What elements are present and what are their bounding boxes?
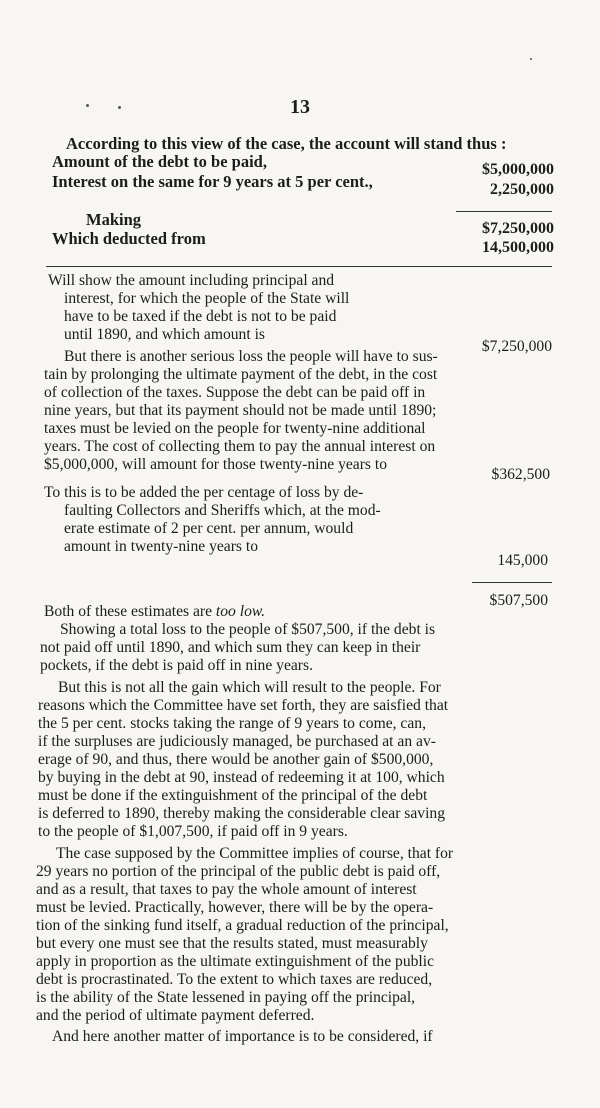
section-rule xyxy=(46,266,552,267)
paragraph-line: by buying in the debt at 90, instead of redeeming it at 100, which xyxy=(38,769,445,786)
account-intro: According to this view of the case, the account will stand thus : xyxy=(66,134,507,153)
paragraph-line: tain by prolonging the ultimate payment of the debt, in the cost xyxy=(44,366,438,383)
estimates-line xyxy=(44,603,265,621)
making-value: $7,250,000 xyxy=(482,220,554,237)
page-number: 13 xyxy=(290,96,310,118)
amount-value: $362,500 xyxy=(491,466,550,483)
paragraph-line: apply in proportion as the ultimate extinguishment of the public xyxy=(36,953,434,970)
making-label: Making xyxy=(86,210,142,229)
paragraph-line: nine years, but that its payment should not be made until 1890; xyxy=(44,402,437,419)
paragraph-line: to the people of $1,007,500, if paid off in 9 years. xyxy=(38,823,348,840)
account-row-label: Interest on the same for 9 years at 5 per cent., xyxy=(52,172,373,191)
paragraph-line: $5,000,000, will amount for those twenty-nine years to xyxy=(44,456,388,473)
sum-rule xyxy=(456,211,552,212)
paragraph-line: But this is not all the gain which will result to the people. For xyxy=(58,679,441,696)
account-row-value: 2,250,000 xyxy=(490,181,554,198)
estimates-prefix: Both of these estimates are xyxy=(44,603,216,620)
paragraph-line: of collection of the taxes. Suppose the debt can be paid off in xyxy=(44,384,426,401)
paragraph-line: is deferred to 1890, thereby making the considerable clear saving xyxy=(38,805,446,822)
paragraph-line: pockets, if the debt is paid off in nine years. xyxy=(40,657,313,674)
paragraph-line: is the ability of the State lessened in paying off the principal, xyxy=(36,989,416,1006)
ink-speck xyxy=(530,58,532,60)
paragraph-line: erage of 90, and thus, there would be another gain of $500,000, xyxy=(38,751,434,768)
amount-value: $7,250,000 xyxy=(481,338,552,355)
paragraph-line: Showing a total loss to the people of $507,500, if the debt is xyxy=(60,621,436,638)
paragraph-line: The case supposed by the Committee implies of course, that for xyxy=(56,845,454,862)
paragraph-line: debt is procrastinated. To the extent to which taxes are reduced, xyxy=(36,971,433,988)
paragraph-line: must be done if the extinguishment of the principal of the debt xyxy=(38,787,428,804)
sum-rule xyxy=(472,582,552,583)
paragraph-line: erate estimate of 2 per cent. per annum, would xyxy=(64,520,354,537)
estimates-emphasis: too low. xyxy=(215,603,266,620)
account-row-label: Amount of the debt to be paid, xyxy=(52,152,267,171)
paragraph-line: but every one must see that the results stated, must measurably xyxy=(36,935,428,952)
paragraph-line: if the surpluses are judiciously managed, be purchased at an av- xyxy=(38,733,436,750)
deducted-value: 14,500,000 xyxy=(482,239,554,256)
deducted-label: Which deducted from xyxy=(52,229,206,248)
paragraph-line: And here another matter of importance is to be considered, if xyxy=(52,1028,433,1045)
paragraph-line: But there is another serious loss the people will have to sus- xyxy=(64,348,438,365)
paragraph-line: tion of the sinking fund itself, a gradual reduction of the principal, xyxy=(36,917,449,934)
paragraph-line: years. The cost of collecting them to pay the annual interest on xyxy=(44,438,436,455)
paragraph-line: To this is to be added the per centage of loss by de- xyxy=(44,484,364,501)
paragraph-line: and the period of ultimate payment deferred. xyxy=(36,1007,315,1024)
total-value: $507,500 xyxy=(489,592,548,609)
amount-value: 145,000 xyxy=(497,552,548,569)
paragraph-line: interest, for which the people of the State will xyxy=(64,290,350,307)
paragraph-line: faulting Collectors and Sheriffs which, at the mod- xyxy=(64,502,381,519)
paragraph-line: the 5 per cent. stocks taking the range of 9 years to come, can, xyxy=(38,715,426,732)
paragraph-line: Will show the amount including principal and xyxy=(48,272,335,289)
paragraph-line: and as a result, that taxes to pay the whole amount of interest xyxy=(36,881,417,898)
paragraph-line: must be levied. Practically, however, there will be by the opera- xyxy=(36,899,434,916)
paragraph-line: 29 years no portion of the principal of the public debt is paid off, xyxy=(36,863,441,880)
paragraph-line: not paid off until 1890, and which sum they can keep in their xyxy=(40,639,421,656)
paragraph-line: have to be taxed if the debt is not to be paid xyxy=(64,308,337,325)
paragraph-line: taxes must be levied on the people for twenty-nine additional xyxy=(44,420,426,437)
paragraph-line: until 1890, and which amount is xyxy=(64,326,265,343)
paragraph-line: reasons which the Committee have set forth, they are saisfied that xyxy=(38,697,449,714)
paragraph-line: amount in twenty-nine years to xyxy=(64,538,259,555)
account-row-value: $5,000,000 xyxy=(482,161,554,178)
